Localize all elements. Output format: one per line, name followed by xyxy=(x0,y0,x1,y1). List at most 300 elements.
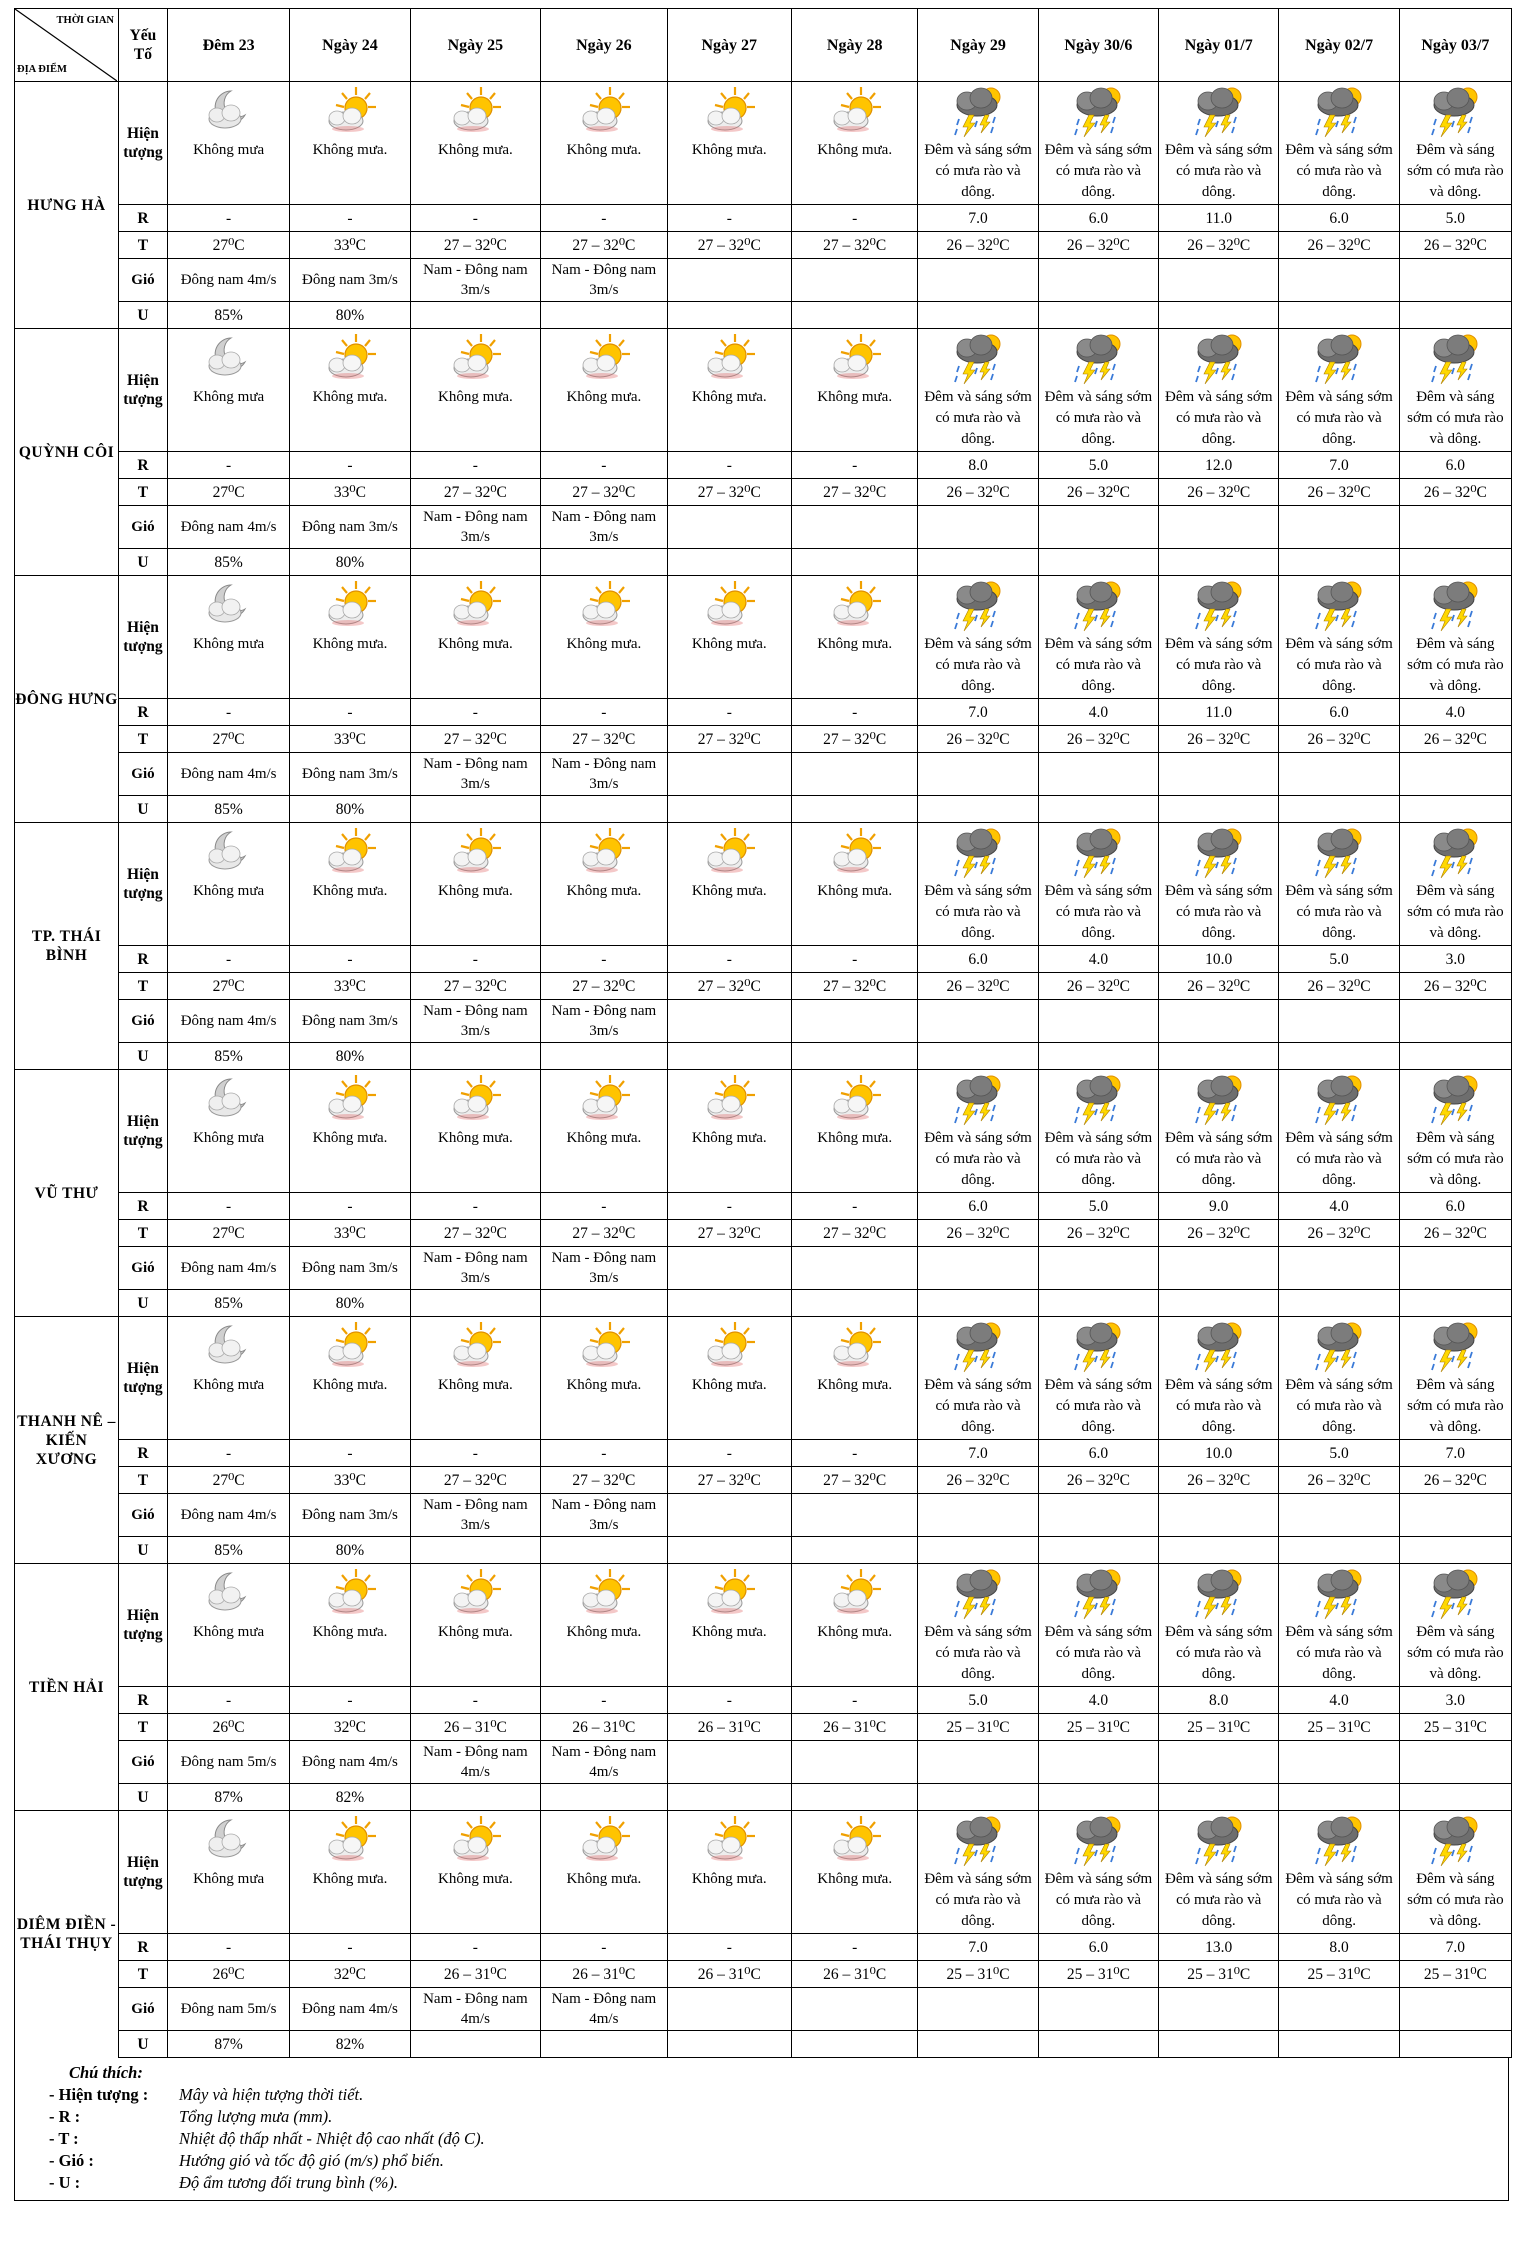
sun-cloud-icon xyxy=(290,332,409,384)
label-u: U xyxy=(119,1537,168,1564)
temp-value: 27 – 32⁰C xyxy=(667,1220,791,1247)
humidity-value xyxy=(1159,302,1279,329)
label-u: U xyxy=(119,1784,168,1811)
weather-icon-cell xyxy=(167,1811,289,1870)
weather-icon-cell xyxy=(541,576,667,635)
thunderstorm-icon xyxy=(1279,83,1398,139)
day-header: Ngày 27 xyxy=(667,9,791,82)
desc-row xyxy=(15,387,1512,452)
rain-value: - xyxy=(541,699,667,726)
weather-desc: Không mưa. xyxy=(791,1128,917,1193)
temp-value: 27 – 32⁰C xyxy=(791,479,917,506)
weather-desc: Đêm và sáng sớm có mưa rào và dông. xyxy=(1399,1869,1511,1934)
wind-value xyxy=(918,753,1038,796)
sun-cloud-icon xyxy=(541,85,666,137)
sun-cloud-icon xyxy=(411,1320,541,1372)
day-header: Ngày 01/7 xyxy=(1159,9,1279,82)
sun-cloud-icon xyxy=(290,1567,409,1619)
night-cloud-icon xyxy=(168,332,289,384)
humidity-value xyxy=(1038,2031,1158,2058)
rain-value: 4.0 xyxy=(1279,1687,1399,1714)
temp-value: 26 – 31⁰C xyxy=(410,1714,541,1741)
humidity-value xyxy=(791,1537,917,1564)
humidity-value xyxy=(791,302,917,329)
wind-value xyxy=(791,753,917,796)
rain-value: 6.0 xyxy=(1279,205,1399,232)
night-cloud-icon xyxy=(168,826,289,878)
temp-value: 27⁰C xyxy=(167,726,289,753)
temp-value: 32⁰C xyxy=(290,1714,410,1741)
weather-icon-cell xyxy=(1399,823,1511,882)
rain-value: 10.0 xyxy=(1159,1440,1279,1467)
temp-value: 33⁰C xyxy=(290,973,410,1000)
humidity-value xyxy=(1279,1537,1399,1564)
weather-icon-cell xyxy=(791,576,917,635)
weather-icon-cell xyxy=(290,1811,410,1870)
weather-icon-cell xyxy=(667,576,791,635)
weather-desc: Không mưa. xyxy=(541,1869,667,1934)
wind-value xyxy=(1038,1000,1158,1043)
u-row xyxy=(15,1043,1512,1070)
rain-value: - xyxy=(541,452,667,479)
legend-row xyxy=(49,2106,1508,2128)
weather-icon-cell xyxy=(167,329,289,388)
sun-cloud-icon xyxy=(792,1567,917,1619)
weather-icon-cell xyxy=(791,1564,917,1623)
weather-icon-cell xyxy=(541,329,667,388)
rain-value: 3.0 xyxy=(1399,946,1511,973)
weather-desc: Đêm và sáng sớm có mưa rào và dông. xyxy=(1159,881,1279,946)
legend-desc: Hướng gió và tốc độ gió (m/s) phổ biến. xyxy=(179,2151,444,2170)
weather-icon-cell xyxy=(918,823,1038,882)
desc-row xyxy=(15,1622,1512,1687)
rain-value: 4.0 xyxy=(1279,1193,1399,1220)
humidity-value xyxy=(791,1784,917,1811)
rain-value: - xyxy=(290,946,410,973)
weather-icon-cell xyxy=(1159,823,1279,882)
sun-cloud-icon xyxy=(411,1567,541,1619)
rain-value: - xyxy=(290,1440,410,1467)
weather-desc: Đêm và sáng sớm có mưa rào và dông. xyxy=(1399,140,1511,205)
humidity-value: 80% xyxy=(290,796,410,823)
legend-key: - Hiện tượng : xyxy=(49,2085,149,2104)
sun-cloud-icon xyxy=(541,1073,666,1125)
humidity-value xyxy=(1038,1784,1158,1811)
humidity-value xyxy=(791,796,917,823)
location-name: TP. THÁI BÌNH xyxy=(15,823,119,1070)
wind-value xyxy=(1399,753,1511,796)
weather-icon-cell xyxy=(1279,82,1399,141)
weather-desc: Đêm và sáng sớm có mưa rào và dông. xyxy=(1279,387,1399,452)
temp-value: 27⁰C xyxy=(167,232,289,259)
day-header: Ngày 24 xyxy=(290,9,410,82)
weather-icon-cell xyxy=(1159,576,1279,635)
weather-desc: Không mưa. xyxy=(290,1622,410,1687)
weather-desc: Không mưa. xyxy=(791,881,917,946)
legend-key: - R : xyxy=(49,2107,81,2126)
humidity-value xyxy=(410,1537,541,1564)
humidity-value xyxy=(1038,1290,1158,1317)
weather-icon-cell xyxy=(918,1317,1038,1376)
sun-cloud-icon xyxy=(668,579,791,631)
rain-value: 6.0 xyxy=(1399,1193,1511,1220)
humidity-value xyxy=(667,1043,791,1070)
t-row xyxy=(15,232,1512,259)
weather-icon-cell xyxy=(1038,1070,1158,1129)
temp-value: 33⁰C xyxy=(290,232,410,259)
wind-value xyxy=(1399,1741,1511,1784)
weather-desc: Không mưa xyxy=(167,1375,289,1440)
rain-value: 11.0 xyxy=(1159,205,1279,232)
icon-row xyxy=(15,576,1512,635)
weather-desc: Không mưa. xyxy=(541,140,667,205)
sun-cloud-icon xyxy=(792,1320,917,1372)
desc-row xyxy=(15,634,1512,699)
wind-value xyxy=(667,1000,791,1043)
weather-desc: Không mưa xyxy=(167,140,289,205)
day-header: Ngày 02/7 xyxy=(1279,9,1399,82)
sun-cloud-icon xyxy=(668,85,791,137)
rain-value: 8.0 xyxy=(1159,1687,1279,1714)
rain-value: 8.0 xyxy=(918,452,1038,479)
temp-value: 33⁰C xyxy=(290,479,410,506)
rain-value: 5.0 xyxy=(1399,205,1511,232)
weather-desc: Không mưa. xyxy=(541,1622,667,1687)
weather-icon-cell xyxy=(410,576,541,635)
label-gio: Gió xyxy=(119,1000,168,1043)
thunderstorm-icon xyxy=(1159,83,1278,139)
rain-value: - xyxy=(667,1193,791,1220)
wind-value: Nam - Đông nam 3m/s xyxy=(410,1494,541,1537)
temp-value: 26⁰C xyxy=(167,1714,289,1741)
forecast-table xyxy=(14,8,1512,2058)
wind-value: Nam - Đông nam 3m/s xyxy=(410,1247,541,1290)
rain-value: - xyxy=(167,1193,289,1220)
rain-value: 5.0 xyxy=(1279,946,1399,973)
humidity-value xyxy=(667,549,791,576)
humidity-value xyxy=(791,2031,917,2058)
temp-value: 27 – 32⁰C xyxy=(410,232,541,259)
desc-row xyxy=(15,1869,1512,1934)
humidity-value xyxy=(1038,302,1158,329)
thunderstorm-icon xyxy=(918,1318,1037,1374)
label-r: R xyxy=(119,205,168,232)
weather-icon-cell xyxy=(290,329,410,388)
rain-value: 12.0 xyxy=(1159,452,1279,479)
weather-icon-cell xyxy=(541,823,667,882)
weather-icon-cell xyxy=(410,1564,541,1623)
rain-value: 6.0 xyxy=(1038,1934,1158,1961)
wind-value xyxy=(1399,259,1511,302)
label-hien-tuong: Hiện tượng xyxy=(119,823,168,946)
rain-value: 13.0 xyxy=(1159,1934,1279,1961)
weather-desc: Không mưa. xyxy=(410,1128,541,1193)
thunderstorm-icon xyxy=(1039,330,1158,386)
temp-value: 26 – 31⁰C xyxy=(791,1714,917,1741)
wind-value xyxy=(1279,753,1399,796)
rain-value: - xyxy=(791,205,917,232)
header-row xyxy=(15,9,1512,82)
weather-desc: Đêm và sáng sớm có mưa rào và dông. xyxy=(1399,387,1511,452)
wind-value: Đông nam 4m/s xyxy=(167,259,289,302)
rain-value: - xyxy=(667,1440,791,1467)
rain-value: - xyxy=(791,452,917,479)
rain-value: - xyxy=(167,946,289,973)
weather-icon-cell xyxy=(1279,1070,1399,1129)
location-name: THANH NÊ – KIẾN XƯƠNG xyxy=(15,1317,119,1564)
temp-value: 25 – 31⁰C xyxy=(1279,1961,1399,1988)
sun-cloud-icon xyxy=(668,1567,791,1619)
humidity-value xyxy=(541,1290,667,1317)
temp-value: 27 – 32⁰C xyxy=(791,1467,917,1494)
weather-desc: Đêm và sáng sớm có mưa rào và dông. xyxy=(918,140,1038,205)
weather-desc: Đêm và sáng sớm có mưa rào và dông. xyxy=(1159,1622,1279,1687)
thunderstorm-icon xyxy=(1039,1071,1158,1127)
rain-value: 9.0 xyxy=(1159,1193,1279,1220)
weather-icon-cell xyxy=(541,1564,667,1623)
weather-icon-cell xyxy=(918,1070,1038,1129)
sun-cloud-icon xyxy=(290,1814,409,1866)
temp-value: 27 – 32⁰C xyxy=(541,1220,667,1247)
icon-row xyxy=(15,1811,1512,1870)
legend-row xyxy=(49,2084,1508,2106)
weather-icon-cell xyxy=(290,1564,410,1623)
weather-icon-cell xyxy=(167,82,289,141)
humidity-value xyxy=(541,2031,667,2058)
legend-desc: Độ ẩm tương đối trung bình (%). xyxy=(179,2173,399,2192)
thunderstorm-icon xyxy=(1159,577,1278,633)
r-row xyxy=(15,452,1512,479)
rain-value: - xyxy=(290,205,410,232)
rain-value: - xyxy=(290,452,410,479)
humidity-value xyxy=(410,796,541,823)
weather-icon-cell xyxy=(1399,82,1511,141)
humidity-value: 85% xyxy=(167,1537,289,1564)
gio-row xyxy=(15,1247,1512,1290)
wind-value xyxy=(667,506,791,549)
humidity-value xyxy=(1399,549,1511,576)
r-row xyxy=(15,946,1512,973)
temp-value: 27 – 32⁰C xyxy=(667,973,791,1000)
label-u: U xyxy=(119,302,168,329)
thunderstorm-icon xyxy=(1400,83,1511,139)
weather-desc: Đêm và sáng sớm có mưa rào và dông. xyxy=(1038,1622,1158,1687)
weather-desc: Không mưa. xyxy=(410,1622,541,1687)
sun-cloud-icon xyxy=(792,1814,917,1866)
u-row xyxy=(15,302,1512,329)
temp-value: 27 – 32⁰C xyxy=(791,1220,917,1247)
label-hien-tuong: Hiện tượng xyxy=(119,329,168,452)
humidity-value xyxy=(1159,549,1279,576)
icon-row xyxy=(15,823,1512,882)
sun-cloud-icon xyxy=(541,332,666,384)
weather-desc: Đêm và sáng sớm có mưa rào và dông. xyxy=(1279,1375,1399,1440)
label-hien-tuong: Hiện tượng xyxy=(119,1070,168,1193)
weather-desc: Không mưa. xyxy=(541,1375,667,1440)
wind-value xyxy=(1159,1494,1279,1537)
weather-icon-cell xyxy=(410,1070,541,1129)
icon-row xyxy=(15,329,1512,388)
weather-desc: Không mưa. xyxy=(667,634,791,699)
wind-value xyxy=(1159,259,1279,302)
forecast-page xyxy=(14,8,1512,2201)
rain-value: 6.0 xyxy=(1038,1440,1158,1467)
wind-value: Đông nam 3m/s xyxy=(290,259,410,302)
temp-value: 26 – 31⁰C xyxy=(667,1961,791,1988)
gio-row xyxy=(15,506,1512,549)
rain-value: 10.0 xyxy=(1159,946,1279,973)
wind-value: Đông nam 4m/s xyxy=(290,1988,410,2031)
weather-icon-cell xyxy=(1399,1317,1511,1376)
weather-icon-cell xyxy=(791,823,917,882)
humidity-value xyxy=(791,1043,917,1070)
humidity-value: 82% xyxy=(290,1784,410,1811)
rain-value: 5.0 xyxy=(918,1687,1038,1714)
legend-row xyxy=(49,2150,1508,2172)
weather-desc: Đêm và sáng sớm có mưa rào và dông. xyxy=(1279,1622,1399,1687)
rain-value: 7.0 xyxy=(918,205,1038,232)
rain-value: - xyxy=(667,699,791,726)
legend-desc: Nhiệt độ thấp nhất - Nhiệt độ cao nhất (độ C). xyxy=(179,2129,485,2148)
label-r: R xyxy=(119,1934,168,1961)
rain-value: - xyxy=(791,1193,917,1220)
temp-value: 26 – 32⁰C xyxy=(918,479,1038,506)
wind-value xyxy=(1038,506,1158,549)
humidity-value xyxy=(410,1043,541,1070)
weather-icon-cell xyxy=(667,823,791,882)
temp-value: 25 – 31⁰C xyxy=(918,1714,1038,1741)
humidity-value xyxy=(541,1537,667,1564)
weather-desc: Đêm và sáng sớm có mưa rào và dông. xyxy=(1159,1869,1279,1934)
temp-value: 26 – 32⁰C xyxy=(1038,232,1158,259)
weather-desc: Không mưa xyxy=(167,634,289,699)
weather-icon-cell xyxy=(1159,329,1279,388)
rain-value: - xyxy=(791,1687,917,1714)
wind-value: Nam - Đông nam 3m/s xyxy=(410,753,541,796)
weather-desc: Không mưa. xyxy=(290,1128,410,1193)
thunderstorm-icon xyxy=(918,83,1037,139)
wind-value xyxy=(791,1247,917,1290)
thunderstorm-icon xyxy=(1400,1071,1511,1127)
r-row xyxy=(15,1687,1512,1714)
weather-icon-cell xyxy=(791,1317,917,1376)
humidity-value: 82% xyxy=(290,2031,410,2058)
humidity-value xyxy=(1399,1043,1511,1070)
weather-icon-cell xyxy=(667,1317,791,1376)
humidity-value: 85% xyxy=(167,302,289,329)
sun-cloud-icon xyxy=(290,1073,409,1125)
wind-value: Đông nam 3m/s xyxy=(290,753,410,796)
weather-icon-cell xyxy=(1159,1811,1279,1870)
humidity-value xyxy=(667,2031,791,2058)
day-header: Ngày 29 xyxy=(918,9,1038,82)
rain-value: 7.0 xyxy=(918,1440,1038,1467)
temp-value: 27 – 32⁰C xyxy=(667,479,791,506)
weather-icon-cell xyxy=(791,1070,917,1129)
humidity-value xyxy=(541,1784,667,1811)
sun-cloud-icon xyxy=(792,85,917,137)
rain-value: 7.0 xyxy=(918,699,1038,726)
weather-icon-cell xyxy=(1038,329,1158,388)
weather-icon-cell xyxy=(791,1811,917,1870)
rain-value: 7.0 xyxy=(1279,452,1399,479)
temp-value: 26 – 31⁰C xyxy=(541,1714,667,1741)
temp-value: 26 – 32⁰C xyxy=(1038,726,1158,753)
humidity-value xyxy=(1159,1784,1279,1811)
rain-value: - xyxy=(667,1687,791,1714)
rain-value: 7.0 xyxy=(1399,1934,1511,1961)
temp-value: 27 – 32⁰C xyxy=(410,726,541,753)
wind-value xyxy=(667,1988,791,2031)
legend xyxy=(14,2058,1509,2201)
humidity-value: 80% xyxy=(290,549,410,576)
rain-value: - xyxy=(791,946,917,973)
thunderstorm-icon xyxy=(1039,83,1158,139)
legend-key: - U : xyxy=(49,2173,81,2192)
sun-cloud-icon xyxy=(792,826,917,878)
humidity-value xyxy=(1159,1537,1279,1564)
humidity-value xyxy=(1399,1784,1511,1811)
sun-cloud-icon xyxy=(411,85,541,137)
label-t: T xyxy=(119,726,168,753)
wind-value xyxy=(1159,753,1279,796)
temp-value: 26 – 32⁰C xyxy=(1279,1220,1399,1247)
humidity-value xyxy=(410,1290,541,1317)
humidity-value xyxy=(1159,796,1279,823)
weather-desc: Không mưa. xyxy=(791,634,917,699)
weather-desc: Đêm và sáng sớm có mưa rào và dông. xyxy=(1038,140,1158,205)
temp-value: 25 – 31⁰C xyxy=(1399,1961,1511,1988)
wind-value xyxy=(918,506,1038,549)
rain-value: 5.0 xyxy=(1038,1193,1158,1220)
temp-value: 27 – 32⁰C xyxy=(541,1467,667,1494)
wind-value xyxy=(1159,1247,1279,1290)
rain-value: - xyxy=(791,1440,917,1467)
weather-desc: Đêm và sáng sớm có mưa rào và dông. xyxy=(1399,1375,1511,1440)
rain-value: - xyxy=(167,1934,289,1961)
label-hien-tuong: Hiện tượng xyxy=(119,1317,168,1440)
temp-value: 26 – 32⁰C xyxy=(918,726,1038,753)
sun-cloud-icon xyxy=(411,1814,541,1866)
weather-icon-cell xyxy=(1159,1317,1279,1376)
weather-icon-cell xyxy=(1279,329,1399,388)
temp-value: 26 – 32⁰C xyxy=(1159,726,1279,753)
weather-desc: Không mưa. xyxy=(410,387,541,452)
rain-value: - xyxy=(290,1934,410,1961)
weather-desc: Không mưa. xyxy=(667,387,791,452)
sun-cloud-icon xyxy=(411,1073,541,1125)
rain-value: 4.0 xyxy=(1038,946,1158,973)
label-r: R xyxy=(119,452,168,479)
day-header: Ngày 25 xyxy=(410,9,541,82)
temp-value: 26 – 31⁰C xyxy=(541,1961,667,1988)
temp-value: 27 – 32⁰C xyxy=(541,479,667,506)
humidity-value xyxy=(410,549,541,576)
sun-cloud-icon xyxy=(411,579,541,631)
label-t: T xyxy=(119,479,168,506)
weather-desc: Đêm và sáng sớm có mưa rào và dông. xyxy=(918,1375,1038,1440)
temp-value: 26 – 32⁰C xyxy=(1399,973,1511,1000)
weather-icon-cell xyxy=(1038,82,1158,141)
thunderstorm-icon xyxy=(918,330,1037,386)
label-u: U xyxy=(119,1290,168,1317)
temp-value: 27⁰C xyxy=(167,973,289,1000)
thunderstorm-icon xyxy=(918,577,1037,633)
weather-desc: Không mưa. xyxy=(791,1622,917,1687)
humidity-value xyxy=(1279,549,1399,576)
weather-desc: Không mưa. xyxy=(667,1622,791,1687)
location-name: TIỀN HẢI xyxy=(15,1564,119,1811)
